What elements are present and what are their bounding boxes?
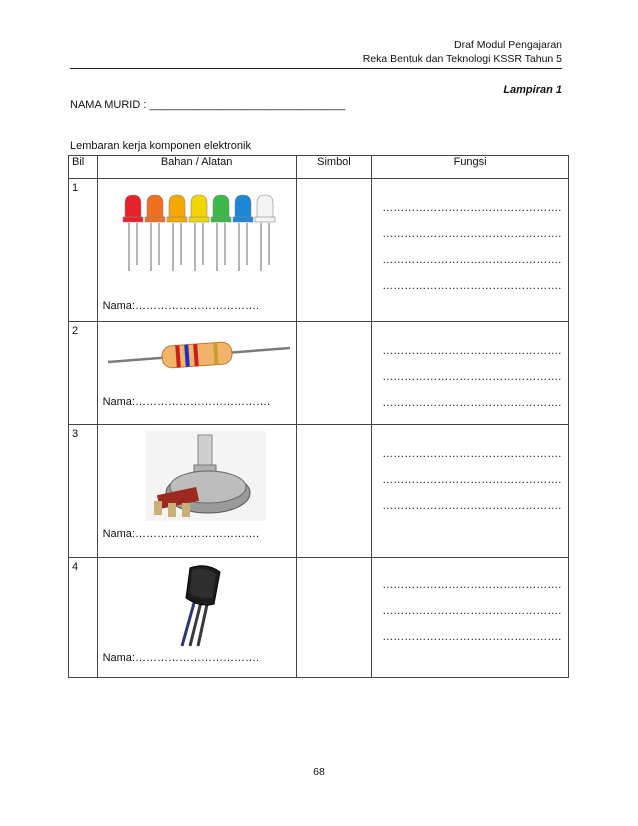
led-bulb xyxy=(189,195,209,271)
function-line[interactable]: …………………………………………. xyxy=(382,280,562,292)
document-header xyxy=(363,38,562,66)
function-line[interactable]: …………………………………………. xyxy=(382,474,562,486)
component-name-field[interactable]: Nama:……………………………. xyxy=(102,300,260,312)
table-row xyxy=(69,322,569,425)
symbol-cell[interactable] xyxy=(296,425,372,558)
component-table xyxy=(68,155,569,678)
table-header-row xyxy=(69,156,569,179)
function-line[interactable]: …………………………………………. xyxy=(382,371,562,383)
function-cell[interactable] xyxy=(372,425,569,558)
component-cell xyxy=(97,425,296,558)
function-line[interactable]: …………………………………………. xyxy=(382,631,562,643)
row-number: 1 xyxy=(69,179,98,322)
header-bil: Bil xyxy=(69,156,98,179)
header-title: Draf Modul Pengajaran xyxy=(454,39,562,51)
row-number: 3 xyxy=(69,425,98,558)
component-cell xyxy=(97,322,296,425)
header-bahan: Bahan / Alatan xyxy=(97,156,296,179)
component-cell xyxy=(97,558,296,678)
symbol-cell[interactable] xyxy=(296,179,372,322)
component-name-field[interactable]: Nama:……………………………. xyxy=(102,652,260,664)
function-line[interactable]: …………………………………………. xyxy=(382,397,562,409)
transistor-icon xyxy=(172,562,232,648)
led-bulb xyxy=(233,195,253,271)
potentiometer-icon xyxy=(146,431,266,521)
header-simbol: Simbol xyxy=(296,156,372,179)
function-line[interactable]: …………………………………………. xyxy=(382,202,562,214)
symbol-cell[interactable] xyxy=(296,322,372,425)
lampiran-label: Lampiran 1 xyxy=(503,84,562,96)
header-subtitle: Reka Bentuk dan Teknologi KSSR Tahun 5 xyxy=(362,53,562,65)
function-line[interactable]: …………………………………………. xyxy=(382,579,562,591)
led-bulb xyxy=(123,195,143,271)
function-line[interactable]: …………………………………………. xyxy=(382,254,562,266)
student-name-field[interactable]: NAMA MURID : ________________________________ xyxy=(70,99,346,111)
function-cell[interactable] xyxy=(372,558,569,678)
table-row xyxy=(69,425,569,558)
function-line[interactable]: …………………………………………. xyxy=(382,605,562,617)
led-bulb xyxy=(145,195,165,271)
led-bulb xyxy=(211,195,231,271)
symbol-cell[interactable] xyxy=(296,558,372,678)
function-line[interactable]: …………………………………………. xyxy=(382,500,562,512)
led-icon xyxy=(119,193,279,273)
worksheet-title: Lembaran kerja komponen elektronik xyxy=(70,140,251,152)
component-name-field[interactable]: Nama:………………………………. xyxy=(102,396,271,408)
header-divider xyxy=(70,68,562,69)
page-number: 68 xyxy=(313,766,325,778)
component-name-field[interactable]: Nama:……………………………. xyxy=(102,528,260,540)
function-cell[interactable] xyxy=(372,322,569,425)
resistor-icon xyxy=(106,336,292,372)
function-line[interactable]: …………………………………………. xyxy=(382,345,562,357)
row-number: 2 xyxy=(69,322,98,425)
function-line[interactable]: …………………………………………. xyxy=(382,448,562,460)
table-row xyxy=(69,179,569,322)
component-cell xyxy=(97,179,296,322)
led-bulb xyxy=(167,195,187,271)
function-cell[interactable] xyxy=(372,179,569,322)
header-fungsi: Fungsi xyxy=(372,156,569,179)
led-bulb xyxy=(255,195,275,271)
row-number: 4 xyxy=(69,558,98,678)
function-line[interactable]: …………………………………………. xyxy=(382,228,562,240)
table-row xyxy=(69,558,569,678)
